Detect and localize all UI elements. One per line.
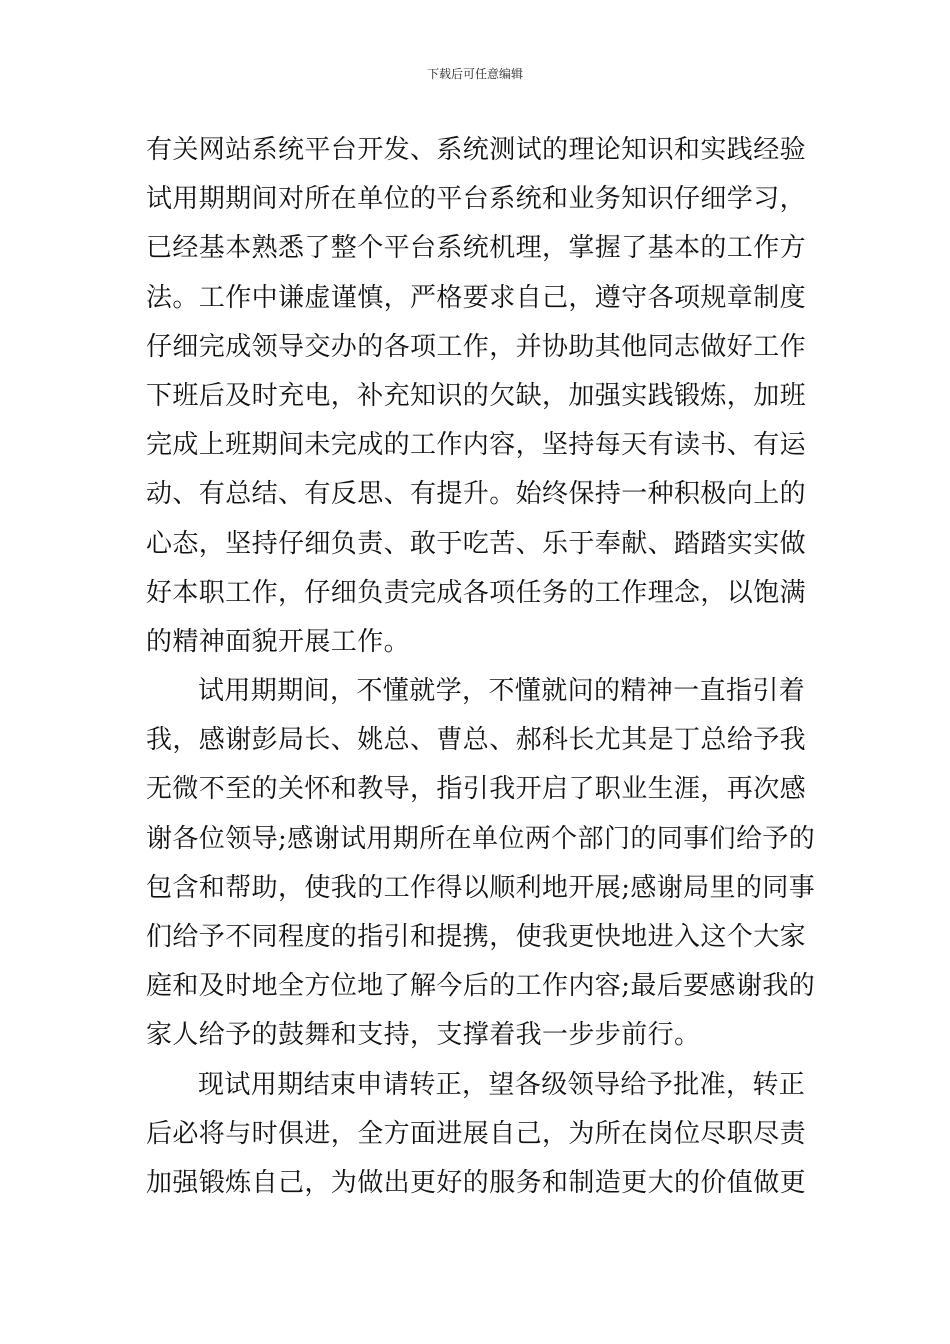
body-text-line: 家人给予的鼓舞和支持，支撑着我一步步前行。	[146, 1020, 701, 1051]
body-text-line: 动、有总结、有反思、有提升。始终保持一种积极向上的	[146, 479, 807, 510]
body-text-line: 现试用期结束申请转正，望各级领导给予批准，转正	[198, 1069, 806, 1100]
body-text-line: 完成上班期间未完成的工作内容，坚持每天有读书、有运	[146, 430, 807, 461]
body-text-line: 包含和帮助，使我的工作得以顺利地开展;感谢局里的同事	[146, 872, 816, 903]
body-text-line: 试用期期间对所在单位的平台系统和业务知识仔细学习，	[146, 184, 807, 215]
body-text-line: 下班后及时充电，补充知识的欠缺，加强实践锻炼，加班	[146, 380, 807, 411]
body-text-line: 后必将与时俱进，全方面进展自己，为所在岗位尽职尽责	[146, 1118, 807, 1149]
body-text-line: 谢各位领导;感谢试用期所在单位两个部门的同事们给予的	[146, 823, 816, 854]
body-text-line: 仔细完成领导交办的各项工作，并协助其他同志做好工作	[146, 331, 807, 362]
body-text-line: 试用期期间，不懂就学，不懂就问的精神一直指引着	[198, 676, 806, 707]
body-text-line: 好本职工作，仔细负责完成各项任务的工作理念，以饱满	[146, 577, 807, 608]
body-text-line: 的精神面貌开展工作。	[146, 626, 411, 657]
document-body	[146, 126, 816, 1208]
body-text-line: 无微不至的关怀和教导，指引我开启了职业生涯，再次感	[146, 774, 807, 805]
body-text-line: 法。工作中谦虚谨慎，严格要求自己，遵守各项规章制度	[146, 282, 807, 313]
body-text-line: 庭和及时地全方位地了解今后的工作内容;最后要感谢我的	[146, 971, 816, 1002]
body-text-line: 已经基本熟悉了整个平台系统机理，掌握了基本的工作方	[146, 233, 807, 264]
body-text-line: 有关网站系统平台开发、系统测试的理论知识和实践经验	[146, 135, 807, 165]
body-text-line: 心态，坚持仔细负责、敢于吃苦、乐于奉献、踏踏实实做	[146, 528, 807, 559]
body-text-line: 加强锻炼自己，为做出更好的服务和制造更大的价值做更	[146, 1167, 807, 1198]
body-text-line: 我，感谢彭局长、姚总、曹总、郝科长尤其是丁总给予我	[146, 725, 807, 756]
page-header: 下载后可任意编辑	[426, 67, 523, 81]
body-text-line: 们给予不同程度的指引和提携，使我更快地进入这个大家	[146, 922, 807, 952]
